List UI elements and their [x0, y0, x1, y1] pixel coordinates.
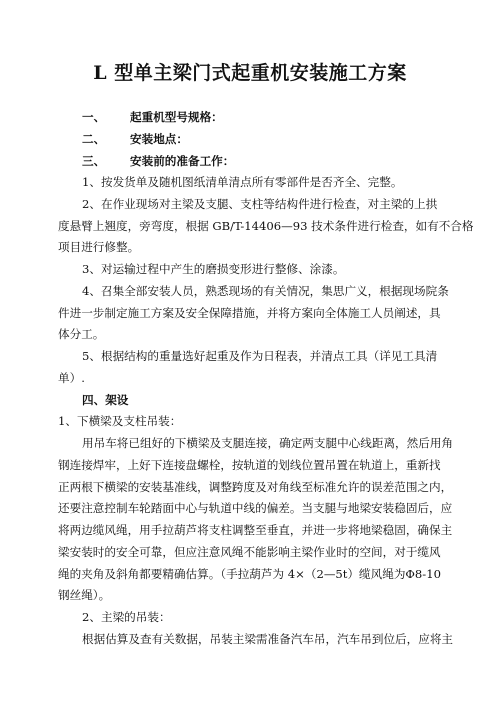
erection-line: 1、下横梁及支柱吊装： [58, 414, 182, 428]
prep-line: 度悬臂上翘度，旁弯度，根据 GB/T-14406—93 技术条件进行检查，如有不合格 [58, 219, 474, 233]
prep-line: 项目进行修整。 [58, 240, 140, 254]
erection-line: 将两边缆风绳，用手拉葫芦将支柱调整至垂直，并进一步将地梁稳固，确保主 [58, 523, 453, 537]
prep-line: 3、对运输过程中产生的磨损变形进行整修、涂漆。 [82, 262, 345, 276]
erection-line: 还要注意控制车轮踏面中心与轨道中线的偏差。当支腿与地梁安装稳固后，应 [58, 501, 453, 515]
erection-line: 用吊车将已组好的下横梁及支腿连接，确定两支腿中心线距离，然后用角 [82, 436, 454, 450]
erection-line: 正两根下横梁的安装基准线，调整跨度及对角线至标准允许的误差范围之内， [58, 480, 453, 494]
prep-line: 4、召集全部安装人员，熟悉现场的有关情况，集思广义，根据现场院条 [82, 284, 449, 298]
erection-line: 梁安装时的安全可靠，但应注意风绳不能影响主梁作业时的空间，对于缆风 [58, 545, 441, 559]
heading-model-spec: 一、 起重机型号规格： [82, 110, 223, 124]
erection-line: 钢丝绳）。 [58, 588, 111, 602]
prep-line: 件进一步制定施工方案及安全保障措施，并将方案向全体施工人员阐述，具 [58, 306, 441, 320]
erection-line: 2、主梁的吊装： [82, 610, 171, 624]
heading-preparation: 三、 安装前的准备工作： [82, 154, 235, 168]
heading-install-location: 二、 安装地点： [82, 132, 188, 146]
erection-line: 根据估算及查有关数据，吊装主梁需准备汽车吊，汽车吊到位后，应将主 [82, 632, 454, 646]
prep-line: 1、按发货单及随机图纸清单清点所有零部件是否齐全、完整。 [82, 175, 403, 189]
prep-line: 5、根据结构的重量选好起重及作为日程表，并清点工具（详见工具清 [82, 349, 438, 363]
heading-erection: 四、架设 [82, 393, 129, 407]
prep-line: 2、在作业现场对主梁及支腿、支柱等结构件进行检查，对主梁的上拱 [82, 197, 438, 211]
prep-line: 体分工。 [58, 327, 105, 341]
erection-line: 钢连接焊牢，上好下连接盘螺栓，按轨道的划线位置吊置在轨道上，重新找 [58, 458, 441, 472]
prep-line: 单）. [58, 371, 85, 385]
erection-line: 绳的夹角及斜角都要精确估算。（手拉葫芦为 4×（2—5t）缆风绳为Φ8-10 [58, 567, 441, 581]
document-title: L 型单主梁门式起重机安装施工方案 [93, 62, 407, 84]
